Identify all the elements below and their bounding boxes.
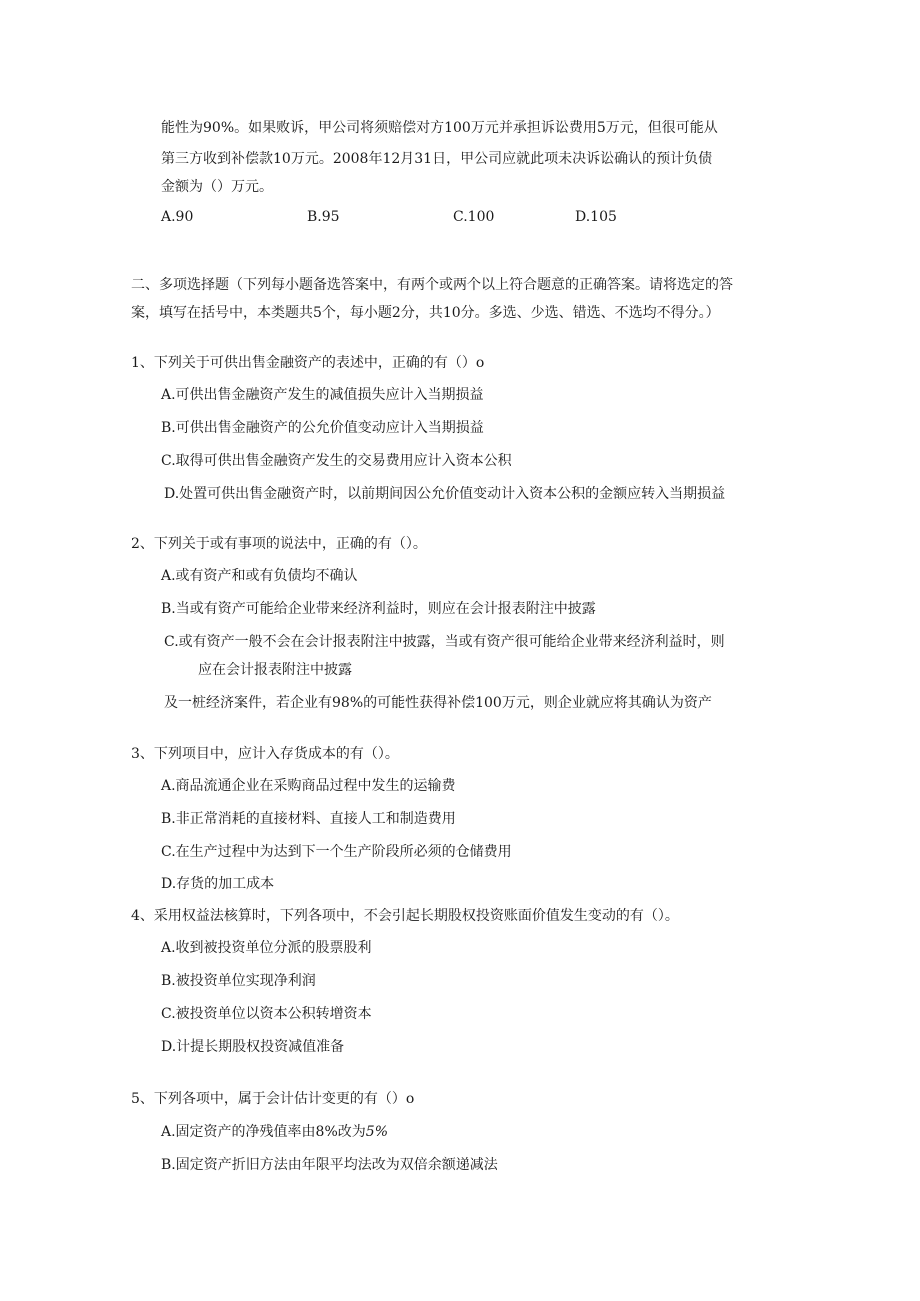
q5-option-a	[161, 1122, 388, 1142]
q2-stem: 2、下列关于或有事项的说法中，正确的有（）。	[131, 536, 427, 552]
q4-option-d: D.计提长期股权投资减值准备	[161, 1039, 345, 1055]
q3-option-b: B.非正常消耗的直接材料、直接人工和制造费用	[161, 811, 456, 827]
q1-option-d: D.处置可供出售金融资产时，以前期间因公允价值变动计入资本公积的金额应转入当期损益	[164, 486, 726, 502]
q4-option-c: C.被投资单位以资本公积转增资本	[161, 1006, 372, 1022]
section-heading-line-1: 二、多项选择题（下列每小题备选答案中，有两个或两个以上符合题意的正确答案。请将选定的答	[131, 277, 733, 293]
q3-stem: 3、下列项目中，应计入存货成本的有（）。	[131, 746, 399, 762]
q5-stem: 5、下列各项中，属于会计估计变更的有（）o	[131, 1091, 415, 1107]
q4-stem: 4、采用权益法核算时，下列各项中，不会引起长期股权投资账面价值发生变动的有（）。	[131, 908, 679, 924]
intro-option-a: A.90	[161, 209, 194, 225]
q1-option-b: B.可供出售金融资产的公允价值变动应计入当期损益	[161, 420, 484, 436]
intro-line-1: 能性为90%。如果败诉，甲公司将须赔偿对方100万元并承担诉讼费用5万元，但很可能从	[161, 120, 718, 136]
q3-option-c: C.在生产过程中为达到下一个生产阶段所必须的仓储费用	[161, 844, 512, 860]
q5-option-a-value: 5%	[365, 1124, 388, 1140]
q4-option-a: A.收到被投资单位分派的股票股利	[161, 940, 372, 956]
q3-option-d: D.存货的加工成本	[161, 876, 275, 892]
q2-option-c: C.或有资产一般不会在会计报表附注中披露，当或有资产很可能给企业带来经济利益时，则	[164, 634, 725, 650]
q2-option-d: 及一桩经济案件，若企业有98%的可能性获得补偿100万元，则企业就应将其确认为资产	[164, 695, 712, 711]
q4-option-b: B.被投资单位实现净利润	[161, 973, 316, 989]
q3-option-a: A.商品流通企业在采购商品过程中发生的运输费	[161, 778, 456, 794]
q1-option-a: A.可供出售金融资产发生的减值损失应计入当期损益	[161, 387, 484, 403]
q5-option-b: B.固定资产折旧方法由年限平均法改为双倍余额递减法	[161, 1157, 498, 1173]
intro-option-b: B.95	[307, 209, 340, 225]
intro-line-2: 第三方收到补偿款10万元。2008年12月31日，甲公司应就此项未决诉讼确认的预计负债	[161, 151, 713, 167]
section-heading-line-2: 案，填写在括号中，本类题共5个，每小题2分，共10分。多选、少选、错选、不选均不得分。）	[131, 305, 720, 321]
q1-stem: 1、下列关于可供出售金融资产的表述中，正确的有（）o	[131, 355, 485, 371]
intro-option-d: D.105	[575, 209, 617, 225]
q1-option-c: C.取得可供出售金融资产发生的交易费用应计入资本公积	[161, 453, 512, 469]
q2-option-a: A.或有资产和或有负债均不确认	[161, 568, 358, 584]
q2-option-c-continued: 应在会计报表附注中披露	[198, 662, 352, 678]
intro-line-3: 金额为（）万元。	[161, 179, 273, 195]
intro-option-c: C.100	[453, 209, 495, 225]
q2-option-b: B.当或有资产可能给企业带来经济利益时，则应在会计报表附注中披露	[161, 601, 596, 617]
q5-option-a-text: A.固定资产的净残值率由8%改为	[161, 1124, 366, 1140]
